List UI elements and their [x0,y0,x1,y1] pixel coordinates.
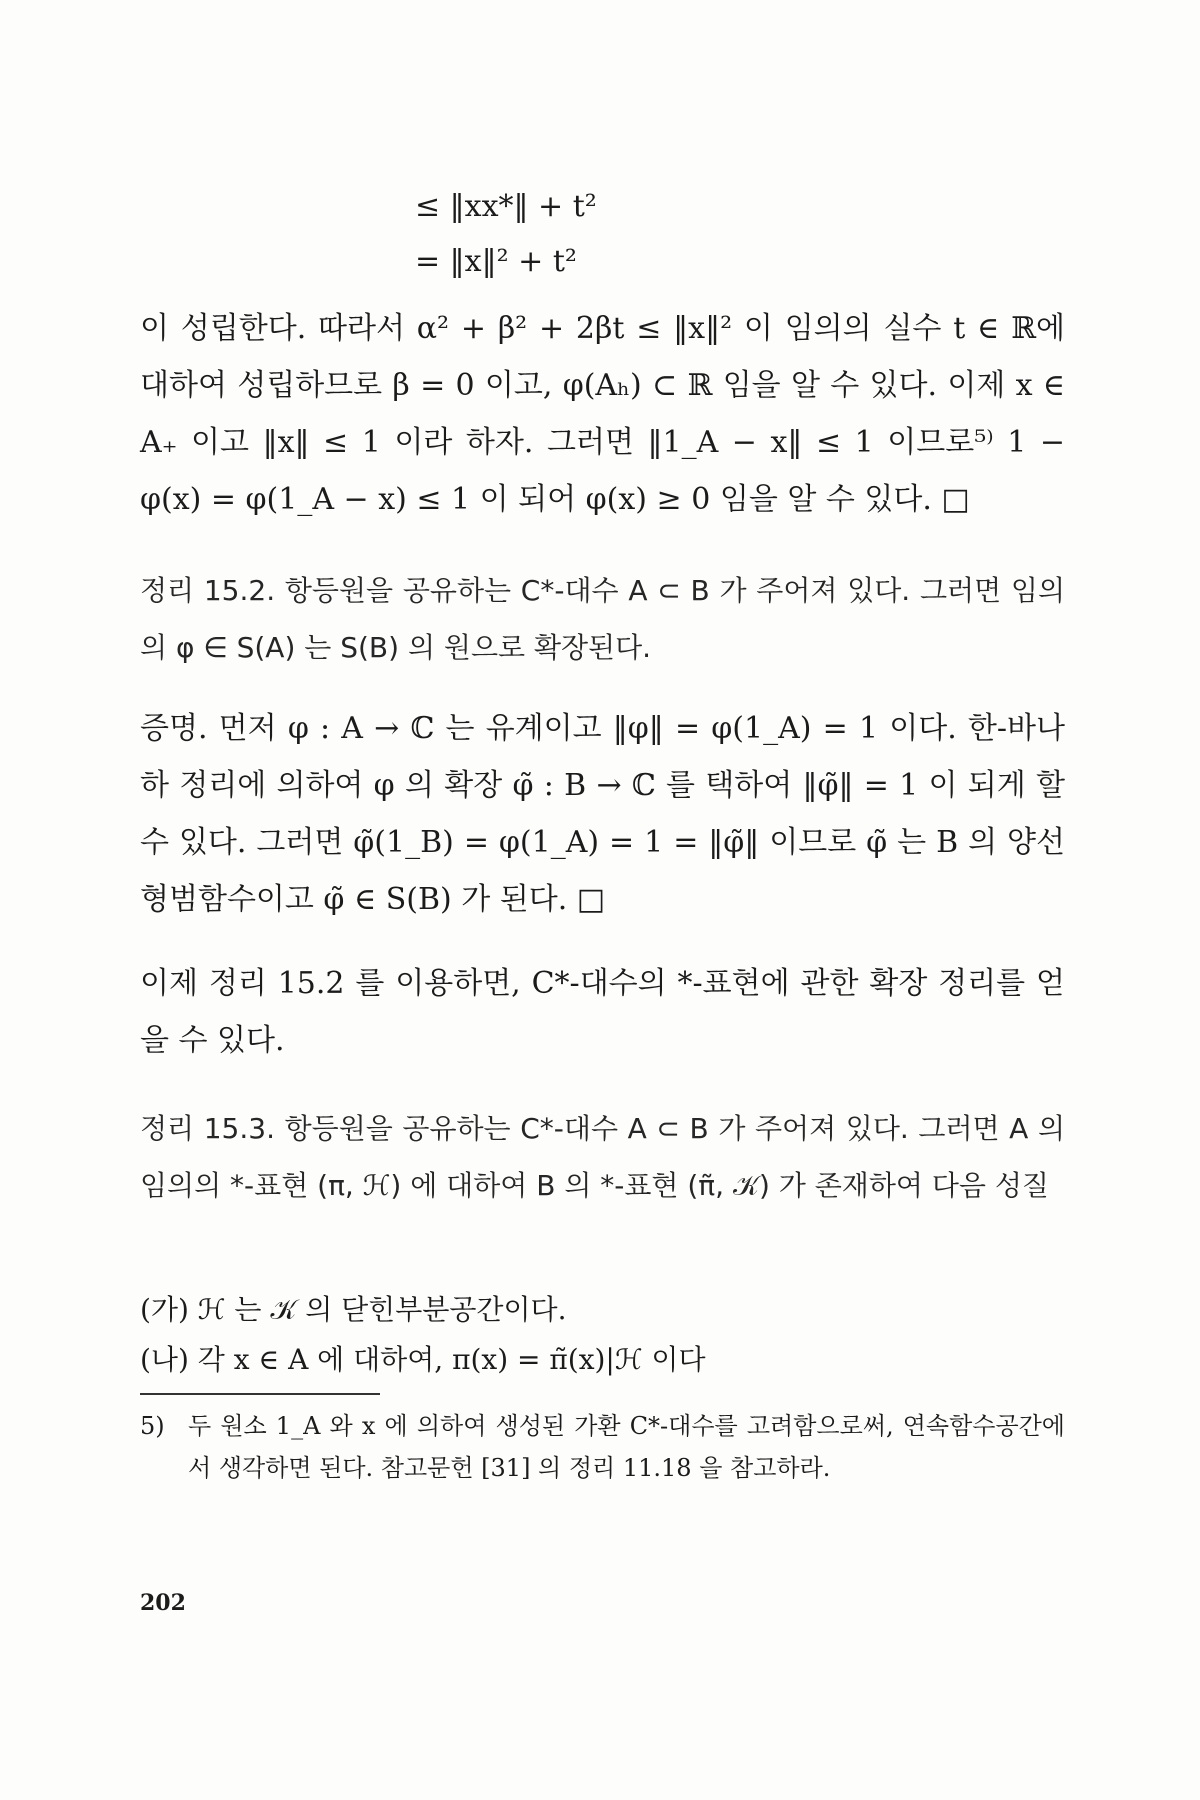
page-number: 202 [140,1590,186,1616]
proof-15-2: 증명. 먼저 φ : A → ℂ 는 유계이고 ‖φ‖ = φ(1_A) = 1 이다. 한-바나하 정리에 의하여 φ 의 확장 φ̃ : B → ℂ 를 택하여 ‖φ̃‖ = 1 이 되게 할 수 있다. 그러면 φ̃(1_B) = φ(1_A) = 1 = ‖φ̃‖ 이므로 φ̃ 는 B 의 양선형범함수이고 φ̃ ∈ S(B) 가 된다. □ [140,711,1065,917]
paragraph-extension-intro: 이제 정리 15.2 를 이용하면, C*-대수의 *-표현에 관한 확장 정리를 얻을 수 있다. [140,966,1065,1058]
equation-line-1: ≤ ‖xx*‖ + t² [415,189,597,224]
footnote-number: 5) [140,1412,165,1440]
paragraph-proof-conclusion: 이 성립한다. 따라서 α² + β² + 2βt ≤ ‖x‖² 이 임의의 실수 t ∈ ℝ에 대하여 성립하므로 β = 0 이고, φ(Aₕ) ⊂ ℝ 임을 알 수 있다. 이제 x ∈ A₊ 이고 ‖x‖ ≤ 1 이라 하자. 그러면 ‖1_A − x‖ ≤ 1 이므로⁵⁾ 1 − φ(x) = φ(1_A − x) ≤ 1 이 되어 φ(x) ≥ 0 임을 알 수 있다. □ [140,311,1065,517]
theorem-15-3: 정리 15.3. 항등원을 공유하는 C*-대수 A ⊂ B 가 주어져 있다. 그러면 A 의 임의의 *-표현 (π, ℋ) 에 대하여 B 의 *-표현 (π̃, 𝒦) 가 존재하여 다음 성질 [140,1112,1065,1202]
footnote-text: 두 원소 1_A 와 x 에 의하여 생성된 가환 C*-대수를 고려함으로써, 연속함수공간에서 생각하면 된다. 참고문헌 [31] 의 정리 11.18 을 참고하라. [188,1412,1065,1482]
footnote [140,1405,1065,1489]
equation-line-2: = ‖x‖² + t² [415,244,577,279]
property-item-ga: (가) ℋ 는 𝒦 의 닫힌부분공간이다. [140,1293,567,1326]
theorem-15-2: 정리 15.2. 항등원을 공유하는 C*-대수 A ⊂ B 가 주어져 있다. 그러면 임의의 φ ∈ S(A) 는 S(B) 의 원으로 확장된다. [140,574,1065,664]
footnote-divider [140,1393,380,1395]
property-item-na: (나) 각 x ∈ A 에 대하여, π(x) = π̃(x)|ℋ 이다 [140,1343,706,1376]
